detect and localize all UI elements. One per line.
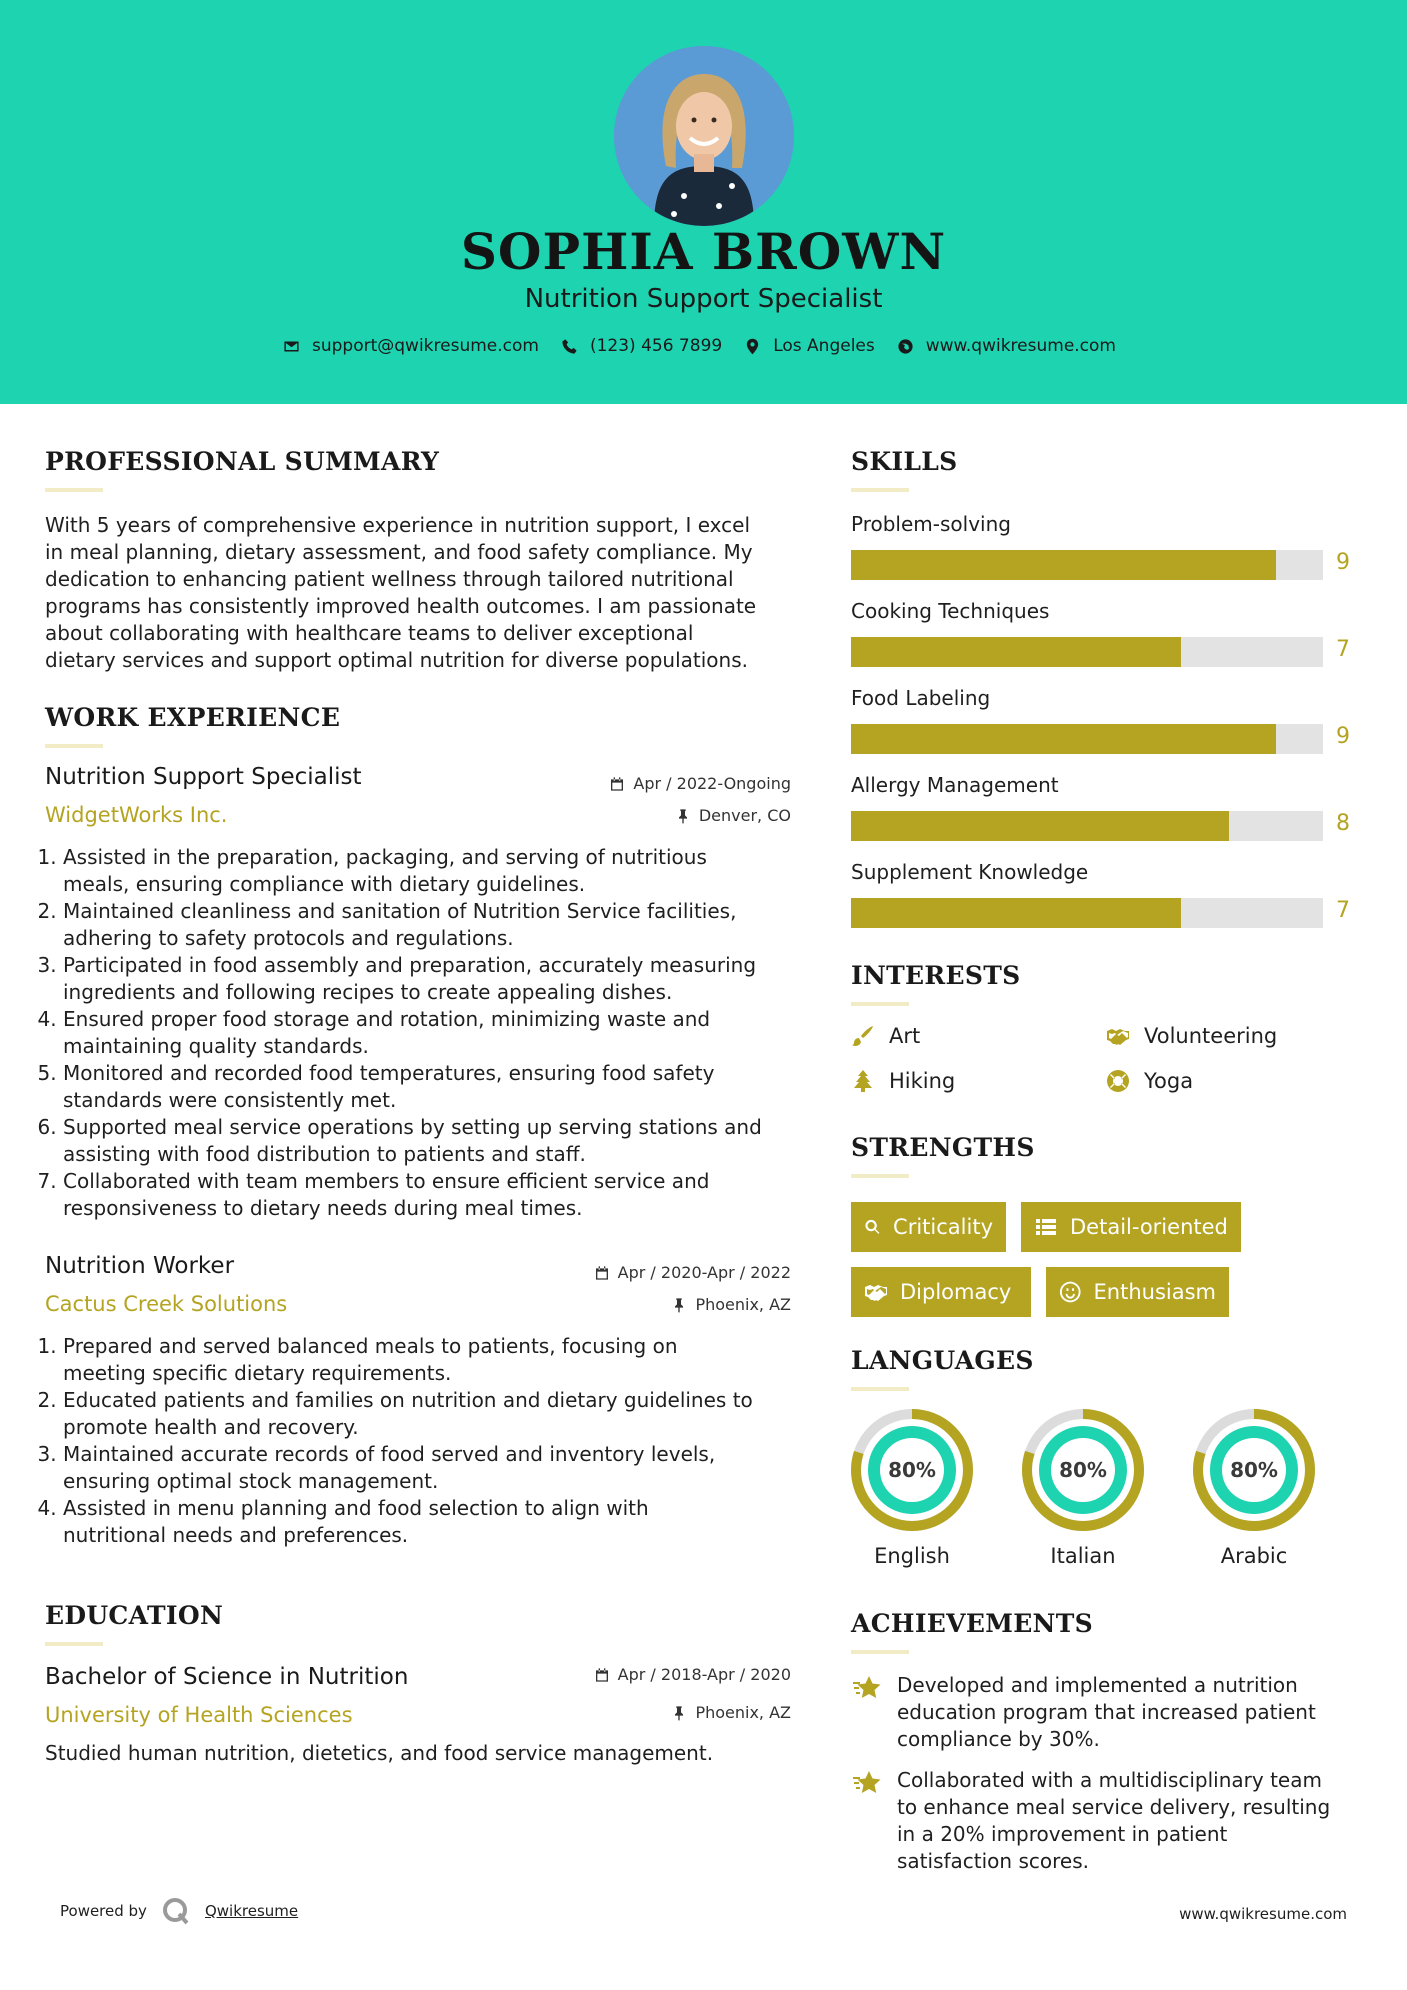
summary-line: With 5 years of comprehensive experience in nutrition support, I excel xyxy=(45,513,750,537)
job-responsibilities xyxy=(45,1333,805,1549)
summary-heading: PROFESSIONAL SUMMARY xyxy=(45,447,440,476)
list-item: 7. Collaborated with team members to ensure efficient service and responsiveness to dietary needs during meal times. xyxy=(63,1168,805,1222)
achievement-item xyxy=(851,1767,1330,1875)
pushpin-icon xyxy=(675,808,691,824)
achievement-line: to enhance meal service delivery, resulting xyxy=(897,1795,1331,1819)
language-percent: 80% xyxy=(888,1458,936,1482)
job-location-text: Phoenix, AZ xyxy=(695,1295,791,1314)
handshake-icon xyxy=(864,1280,888,1304)
skills-divider xyxy=(851,488,909,492)
interest-volunteering xyxy=(1106,1024,1277,1048)
achievement-line: Developed and implemented a nutrition xyxy=(897,1673,1298,1697)
job-dates-text: Apr / 2020-Apr / 2022 xyxy=(617,1263,791,1282)
education-divider xyxy=(45,1642,103,1646)
skill-bar-fill xyxy=(851,550,1276,580)
education-dates-text: Apr / 2018-Apr / 2020 xyxy=(617,1665,791,1684)
job-responsibilities xyxy=(45,844,805,1222)
job-location-text: Denver, CO xyxy=(698,806,791,825)
skill-value: 7 xyxy=(1336,898,1350,923)
summary-line: in meal planning, dietary assessment, and food safety compliance. My xyxy=(45,540,753,564)
list-item: 5. Monitored and recorded food temperatures, ensuring food safety standards were consistently met. xyxy=(63,1060,805,1114)
interest-label: Yoga xyxy=(1144,1069,1194,1093)
list-item: 1. Prepared and served balanced meals to patients, focusing on meeting specific dietary requirements. xyxy=(63,1333,805,1387)
language-ring xyxy=(1192,1408,1316,1532)
job-dates-text: Apr / 2022-Ongoing xyxy=(633,774,791,793)
skill-value: 7 xyxy=(1336,637,1350,662)
summary-line: about collaborating with healthcare teams to deliver exceptional xyxy=(45,621,694,645)
list-item: 3. Maintained accurate records of food served and inventory levels, ensuring optimal stock management. xyxy=(63,1441,805,1495)
achievement-line: compliance by 30%. xyxy=(897,1727,1100,1751)
contact-email[interactable] xyxy=(283,336,539,356)
company-name: Cactus Creek Solutions xyxy=(45,1292,288,1316)
education-dates xyxy=(500,1665,791,1684)
list-item: 1. Assisted in the preparation, packaging, and serving of nutritious meals, ensuring compliance with dietary guidelines. xyxy=(63,844,805,898)
search-icon xyxy=(864,1215,881,1239)
summary-line: dietary services and support optimal nutrition for diverse populations. xyxy=(45,648,748,672)
globe-icon xyxy=(897,338,914,355)
strength-detail-oriented xyxy=(1021,1202,1241,1252)
calendar-icon xyxy=(594,1265,610,1281)
list-item: 4. Assisted in menu planning and food selection to align with nutritional needs and preferences. xyxy=(63,1495,805,1549)
summary-line: dedication to enhancing patient wellness through tailored nutritional xyxy=(45,567,734,591)
strengths-heading: STRENGTHS xyxy=(851,1133,1035,1162)
resume-header xyxy=(0,0,1407,404)
skill-bar-track xyxy=(851,724,1323,754)
summary-line: programs has consistently improved health outcomes. I am passionate xyxy=(45,594,757,618)
achievement-line: Collaborated with a multidisciplinary team xyxy=(897,1768,1322,1792)
paintbrush-icon xyxy=(851,1024,875,1048)
footer-powered-by xyxy=(60,1896,298,1926)
phone-icon xyxy=(561,338,578,355)
location-text: Los Angeles xyxy=(773,336,875,356)
language-percent: 80% xyxy=(1230,1458,1278,1482)
summary-divider xyxy=(45,488,103,492)
envelope-icon xyxy=(283,338,300,355)
contact-website[interactable] xyxy=(897,336,1116,356)
strength-diplomacy xyxy=(851,1267,1031,1317)
interest-label: Volunteering xyxy=(1144,1024,1278,1048)
skill-value: 9 xyxy=(1336,724,1350,749)
footer-website[interactable]: www.qwikresume.com xyxy=(1179,1905,1347,1923)
skill-bar-fill xyxy=(851,724,1276,754)
language-name: English xyxy=(874,1544,950,1568)
contact-phone[interactable] xyxy=(561,336,722,356)
skill-value: 9 xyxy=(1336,550,1350,575)
powered-by-text: Powered by xyxy=(60,1902,147,1920)
interest-label: Art xyxy=(889,1024,921,1048)
interests-heading: INTERESTS xyxy=(851,961,1021,990)
skill-bar-fill xyxy=(851,898,1181,928)
list-item: 4. Ensured proper food storage and rotation, minimizing waste and maintaining quality standards. xyxy=(63,1006,805,1060)
summary-text xyxy=(45,512,756,674)
experience-heading: WORK EXPERIENCE xyxy=(45,703,341,732)
degree-title: Bachelor of Science in Nutrition xyxy=(45,1664,409,1690)
candidate-name: SOPHIA BROWN xyxy=(460,222,947,281)
skill-label: Food Labeling xyxy=(851,686,991,710)
calendar-icon xyxy=(609,776,625,792)
strength-criticality xyxy=(851,1202,1006,1252)
interest-yoga xyxy=(1106,1069,1193,1093)
language-percent: 80% xyxy=(1059,1458,1107,1482)
star-badge-icon xyxy=(851,1767,883,1799)
company-name: WidgetWorks Inc. xyxy=(45,803,228,827)
interest-hiking xyxy=(851,1069,955,1093)
contact-location xyxy=(744,336,875,356)
language-name: Arabic xyxy=(1220,1544,1288,1568)
job-title: Nutrition Worker xyxy=(45,1253,235,1279)
strength-enthusiasm xyxy=(1046,1267,1229,1317)
achievement-line: education program that increased patient xyxy=(897,1700,1316,1724)
candidate-title: Nutrition Support Specialist xyxy=(524,284,883,314)
skill-label: Cooking Techniques xyxy=(851,599,1050,623)
tree-icon xyxy=(851,1069,875,1093)
list-item: 2. Maintained cleanliness and sanitation of Nutrition Service facilities, adhering to safety protocols and regulations. xyxy=(63,898,805,952)
skills-heading: SKILLS xyxy=(851,447,958,476)
contact-bar xyxy=(0,336,1407,356)
skill-bar-track xyxy=(851,811,1323,841)
achievements-divider xyxy=(851,1650,909,1654)
skill-bar-fill xyxy=(851,637,1181,667)
avatar-illustration xyxy=(614,46,794,226)
achievement-item xyxy=(851,1672,1316,1753)
strength-label: Enthusiasm xyxy=(1093,1280,1216,1304)
achievement-line: in a 20% improvement in patient xyxy=(897,1822,1228,1846)
achievements-heading: ACHIEVEMENTS xyxy=(851,1609,1093,1638)
star-badge-icon xyxy=(851,1672,883,1704)
map-pin-icon xyxy=(744,338,761,355)
strength-label: Diplomacy xyxy=(900,1280,1012,1304)
smile-icon xyxy=(1059,1280,1082,1304)
language-ring xyxy=(1021,1408,1145,1532)
education-location-text: Phoenix, AZ xyxy=(695,1703,791,1722)
calendar-icon xyxy=(594,1667,610,1683)
skill-label: Supplement Knowledge xyxy=(851,860,1089,884)
education-description: Studied human nutrition, dietetics, and food service management. xyxy=(45,1741,714,1765)
strength-label: Detail-oriented xyxy=(1070,1215,1228,1239)
list-item: 2. Educated patients and families on nutrition and dietary guidelines to promote health and recovery. xyxy=(63,1387,805,1441)
job-location xyxy=(500,1295,791,1314)
skill-bar-fill xyxy=(851,811,1229,841)
job-location xyxy=(500,806,791,825)
website-text: www.qwikresume.com xyxy=(925,336,1116,356)
profile-photo xyxy=(614,46,794,226)
education-location xyxy=(500,1703,791,1722)
pushpin-icon xyxy=(671,1297,687,1313)
education-heading: EDUCATION xyxy=(45,1601,224,1630)
job-title: Nutrition Support Specialist xyxy=(45,764,362,790)
lifebuoy-icon xyxy=(1106,1069,1130,1093)
skill-label: Problem-solving xyxy=(851,512,1011,536)
skill-label: Allergy Management xyxy=(851,773,1059,797)
list-icon xyxy=(1034,1215,1058,1239)
list-item: 3. Participated in food assembly and preparation, accurately measuring ingredients and following recipes to create appealing dishes. xyxy=(63,952,805,1006)
email-text: support@qwikresume.com xyxy=(312,336,539,356)
languages-divider xyxy=(851,1387,909,1391)
experience-divider xyxy=(45,744,103,748)
list-item: 6. Supported meal service operations by setting up serving stations and assisting with food distribution to patients and staff. xyxy=(63,1114,805,1168)
strength-label: Criticality xyxy=(893,1215,993,1239)
skill-bar-track xyxy=(851,550,1323,580)
skill-bar-track xyxy=(851,898,1323,928)
pushpin-icon xyxy=(671,1705,687,1721)
language-ring xyxy=(850,1408,974,1532)
handshake-icon xyxy=(1106,1024,1130,1048)
languages-heading: LANGUAGES xyxy=(851,1346,1034,1375)
job-dates xyxy=(500,774,791,793)
skill-value: 8 xyxy=(1336,811,1350,836)
achievement-line: satisfaction scores. xyxy=(897,1849,1089,1873)
language-name: Italian xyxy=(1050,1544,1116,1568)
phone-text: (123) 456 7899 xyxy=(589,336,723,356)
interest-label: Hiking xyxy=(889,1069,956,1093)
job-dates xyxy=(500,1263,791,1282)
skill-bar-track xyxy=(851,637,1323,667)
qwikresume-logo-icon xyxy=(161,1896,191,1926)
strengths-divider xyxy=(851,1174,909,1178)
interests-divider xyxy=(851,1002,909,1006)
interest-art xyxy=(851,1024,920,1048)
school-name: University of Health Sciences xyxy=(45,1703,353,1727)
brand-link[interactable]: Qwikresume xyxy=(204,1902,299,1920)
